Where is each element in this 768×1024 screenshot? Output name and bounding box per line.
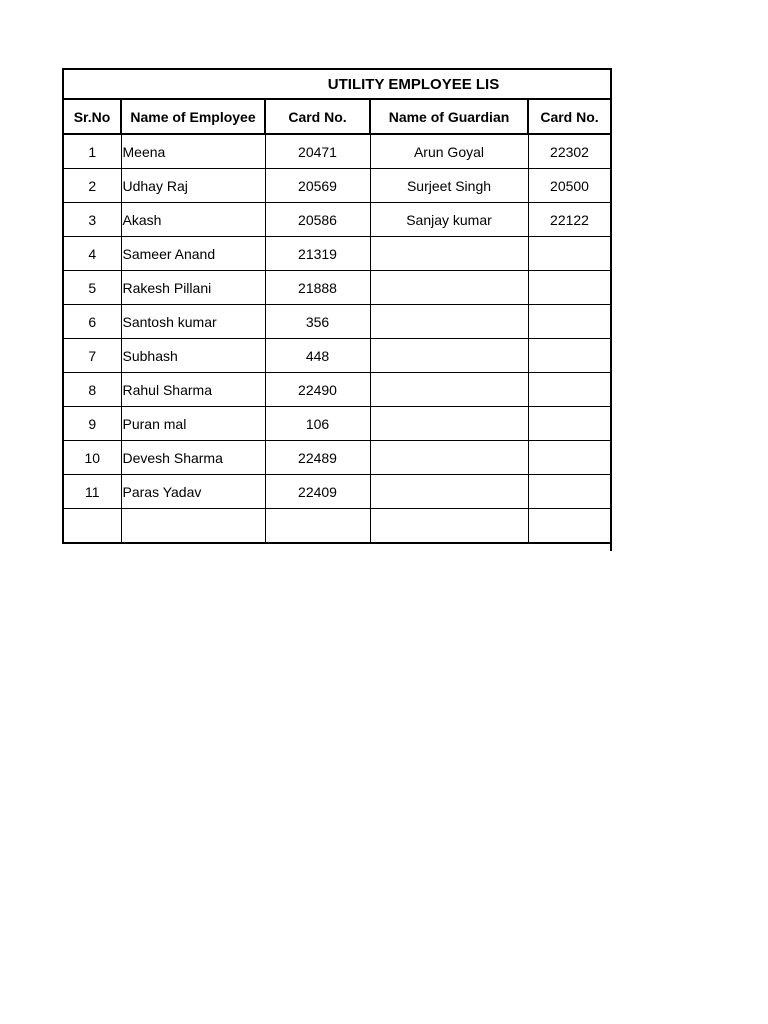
cell-sr-no: 6: [63, 305, 121, 339]
cell-employee-name: Subhash: [121, 339, 265, 373]
cell-employee-card: 106: [265, 407, 370, 441]
cell-employee-name: Udhay Raj: [121, 169, 265, 203]
cell-sr-no: 5: [63, 271, 121, 305]
header-employee-card-no: Card No.: [265, 99, 370, 134]
cell-employee-name: Sameer Anand: [121, 237, 265, 271]
cell-employee-card: 20586: [265, 203, 370, 237]
cell-employee-name: [121, 509, 265, 544]
cell-employee-card: 20471: [265, 134, 370, 169]
cell-sr-no: 9: [63, 407, 121, 441]
cell-employee-name: Akash: [121, 203, 265, 237]
cell-sr-no: 3: [63, 203, 121, 237]
cell-guardian-card: 22302: [528, 134, 611, 169]
cell-employee-name: Santosh kumar: [121, 305, 265, 339]
cell-employee-card: 21888: [265, 271, 370, 305]
cell-guardian-card: 22122: [528, 203, 611, 237]
cell-guardian-card: [528, 475, 611, 509]
table-row: [63, 169, 612, 203]
cell-sr-no: 11: [63, 475, 121, 509]
employee-table: [62, 68, 612, 544]
cell-guardian-card: [528, 407, 611, 441]
cell-guardian-card: [528, 441, 611, 475]
cell-guardian-name: Surjeet Singh: [370, 169, 528, 203]
header-row: [63, 99, 612, 134]
table-row: [63, 373, 612, 407]
cell-guardian-name: [370, 305, 528, 339]
table-row: [63, 305, 612, 339]
cell-employee-card: 20569: [265, 169, 370, 203]
cell-guardian-name: [370, 407, 528, 441]
cell-employee-card: 22409: [265, 475, 370, 509]
header-guardian-card-no: Card No.: [528, 99, 611, 134]
cell-employee-card: 22489: [265, 441, 370, 475]
cell-employee-name: Devesh Sharma: [121, 441, 265, 475]
cell-employee-card: 356: [265, 305, 370, 339]
cell-employee-name: Puran mal: [121, 407, 265, 441]
header-sr-no: Sr.No: [63, 99, 121, 134]
cell-guardian-card: [528, 509, 611, 544]
cell-guardian-card: [528, 339, 611, 373]
cell-employee-name: Rakesh Pillani: [121, 271, 265, 305]
cell-guardian-name: [370, 271, 528, 305]
cell-employee-card: [265, 509, 370, 544]
table-row: [63, 134, 612, 169]
cell-sr-no: 10: [63, 441, 121, 475]
table-row: [63, 441, 612, 475]
cell-guardian-name: [370, 339, 528, 373]
cell-guardian-name: Sanjay kumar: [370, 203, 528, 237]
cell-employee-name: Meena: [121, 134, 265, 169]
table-row: [63, 203, 612, 237]
cell-guardian-card: [528, 237, 611, 271]
cell-guardian-card: [528, 305, 611, 339]
table-row: [63, 509, 612, 544]
table-title: UTILITY EMPLOYEE LIS: [63, 69, 612, 99]
table-row: [63, 339, 612, 373]
cell-guardian-card: [528, 271, 611, 305]
cell-employee-card: 22490: [265, 373, 370, 407]
cell-sr-no: 4: [63, 237, 121, 271]
cell-guardian-name: [370, 441, 528, 475]
cell-sr-no: 7: [63, 339, 121, 373]
cell-employee-card: 21319: [265, 237, 370, 271]
cell-guardian-name: [370, 237, 528, 271]
header-employee-name: Name of Employee: [121, 99, 265, 134]
table-row: [63, 407, 612, 441]
cell-guardian-name: [370, 475, 528, 509]
table-row: [63, 271, 612, 305]
title-row: [63, 69, 612, 99]
cell-employee-name: Paras Yadav: [121, 475, 265, 509]
table-row: [63, 475, 612, 509]
cell-guardian-card: [528, 373, 611, 407]
cell-sr-no: [63, 509, 121, 544]
cell-guardian-name: [370, 509, 528, 544]
cell-sr-no: 2: [63, 169, 121, 203]
cell-guardian-name: Arun Goyal: [370, 134, 528, 169]
cell-sr-no: 1: [63, 134, 121, 169]
header-guardian-name: Name of Guardian: [370, 99, 528, 134]
cell-employee-card: 448: [265, 339, 370, 373]
page-cut-border: [610, 68, 612, 551]
table-row: [63, 237, 612, 271]
cell-employee-name: Rahul Sharma: [121, 373, 265, 407]
cell-guardian-card: 20500: [528, 169, 611, 203]
cell-sr-no: 8: [63, 373, 121, 407]
employee-list-sheet: [62, 68, 612, 551]
cell-guardian-name: [370, 373, 528, 407]
